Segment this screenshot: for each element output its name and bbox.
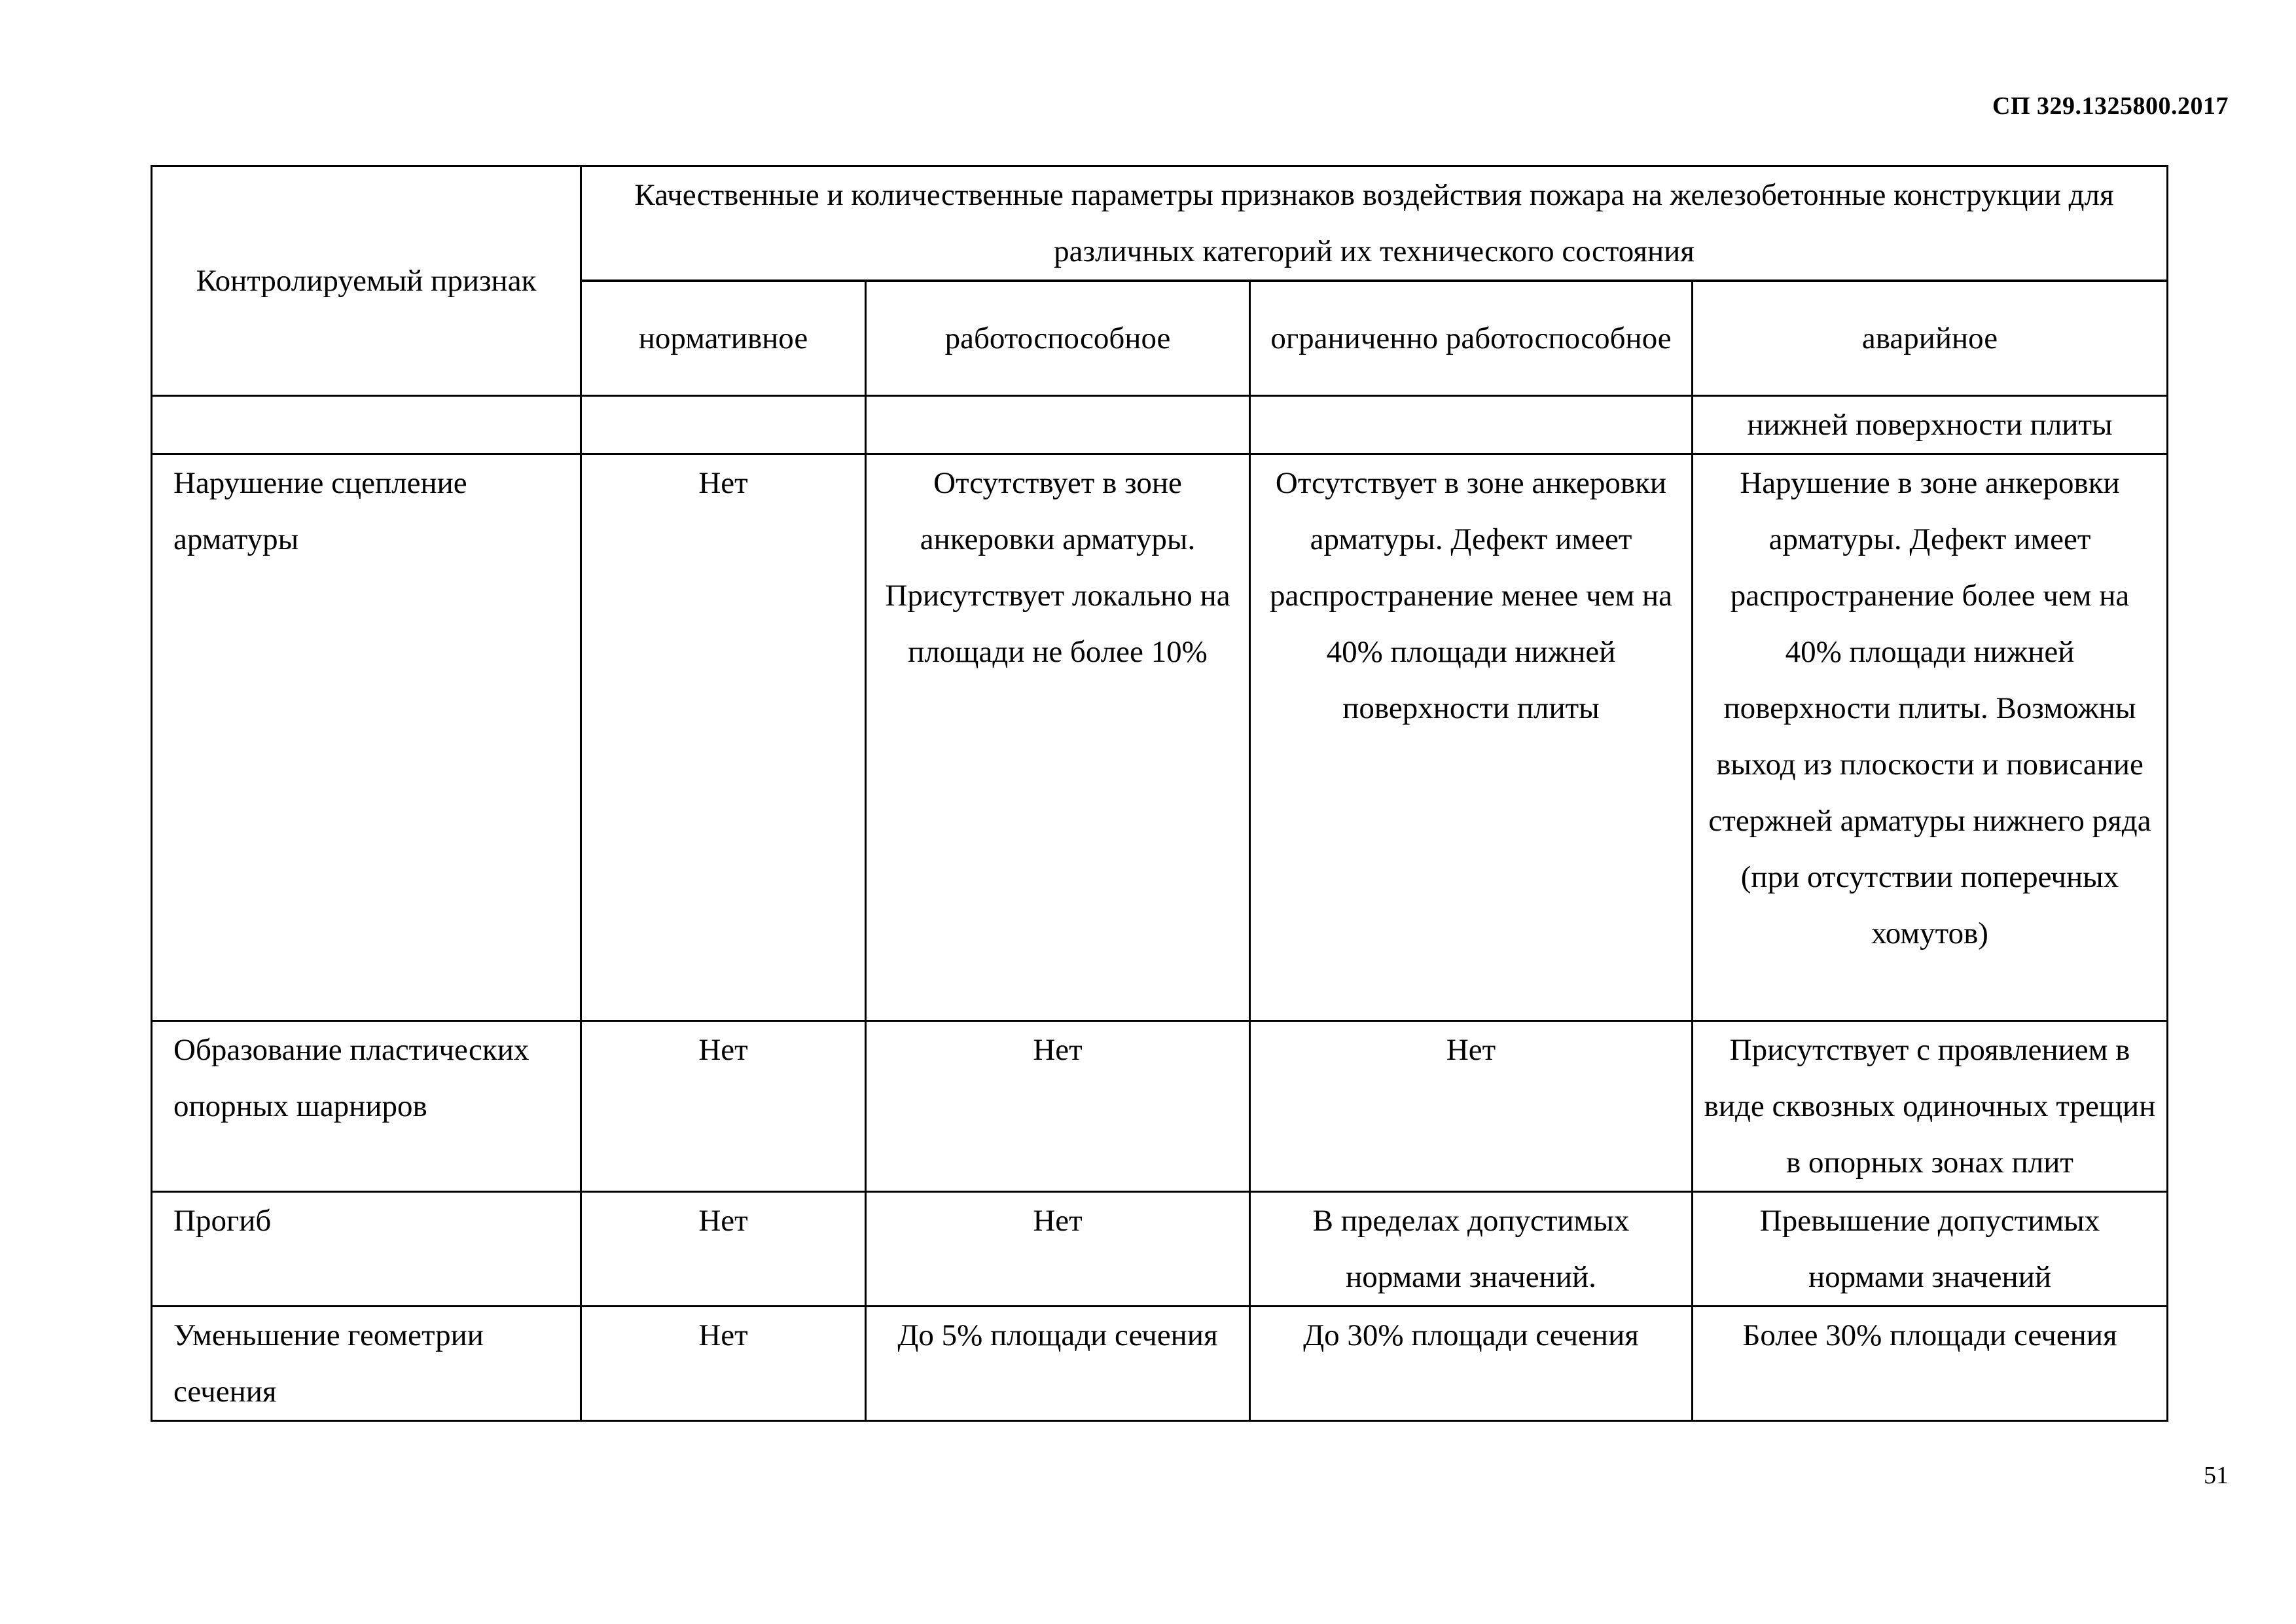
table-row xyxy=(152,1306,2168,1420)
fire-impact-table xyxy=(151,165,2168,1422)
row-label: Образование пластических опорных шарниров xyxy=(152,1020,581,1191)
document-code: СП 329.1325800.2017 xyxy=(1992,92,2229,120)
header-parameters: Качественные и количественные параметры признаков воздействия пожара на железобетонные конструкции для различных категорий их технического состояния xyxy=(581,166,2168,281)
table-cell: Превышение допустимых нормами значений xyxy=(1693,1191,2168,1306)
table-row xyxy=(152,1020,2168,1191)
header-controlled-attribute: Контролируемый признак xyxy=(152,166,581,396)
table-cell xyxy=(866,395,1250,454)
table-cell: Нет xyxy=(866,1020,1250,1191)
table-cell: Нет xyxy=(1250,1020,1693,1191)
table-cell: Присутствует с проявлением в виде сквозных одиночных трещин в опорных зонах плит xyxy=(1693,1020,2168,1191)
table-cell xyxy=(581,395,866,454)
table-cell: Отсутствует в зоне анкеровки арматуры. Дефект имеет распространение менее чем на 40% площади нижней поверхности плиты xyxy=(1250,454,1693,1020)
table-row xyxy=(152,1191,2168,1306)
header-category-operable: работоспособное xyxy=(866,281,1250,395)
table-row xyxy=(152,454,2168,1020)
table-cell: Нет xyxy=(581,1306,866,1420)
table-cell: Нет xyxy=(581,1020,866,1191)
row-label: Прогиб xyxy=(152,1191,581,1306)
header-category-emergency: аварийное xyxy=(1693,281,2168,395)
table-cell: Нет xyxy=(581,454,866,1020)
table-cell: Нарушение в зоне анкеровки арматуры. Дефект имеет распространение более чем на 40% площади нижней поверхности плиты. Возможны выход из плоскости и повисание стержней арматуры нижнего ряда (при отсутствии поперечных хомутов) xyxy=(1693,454,2168,1020)
table-cell xyxy=(1250,395,1693,454)
row-label: Нарушение сцепление арматуры xyxy=(152,454,581,1020)
table-cell: До 30% площади сечения xyxy=(1250,1306,1693,1420)
header-category-limited-operable: ограниченно работоспособное xyxy=(1250,281,1693,395)
table-cell: Нет xyxy=(866,1191,1250,1306)
table-cell: В пределах допустимых нормами значений. xyxy=(1250,1191,1693,1306)
header-category-normative: нормативное xyxy=(581,281,866,395)
table-cell xyxy=(152,395,581,454)
page-number: 51 xyxy=(2204,1462,2229,1489)
table-cell: До 5% площади сечения xyxy=(866,1306,1250,1420)
row-label: Уменьшение геометрии сечения xyxy=(152,1306,581,1420)
table-cell: Отсутствует в зоне анкеровки арматуры. Присутствует локально на площади не более 10% xyxy=(866,454,1250,1020)
table-row-continuation xyxy=(152,395,2168,454)
table-cell: Нет xyxy=(581,1191,866,1306)
table-cell: Более 30% площади сечения xyxy=(1693,1306,2168,1420)
table-cell: нижней поверхности плиты xyxy=(1693,395,2168,454)
